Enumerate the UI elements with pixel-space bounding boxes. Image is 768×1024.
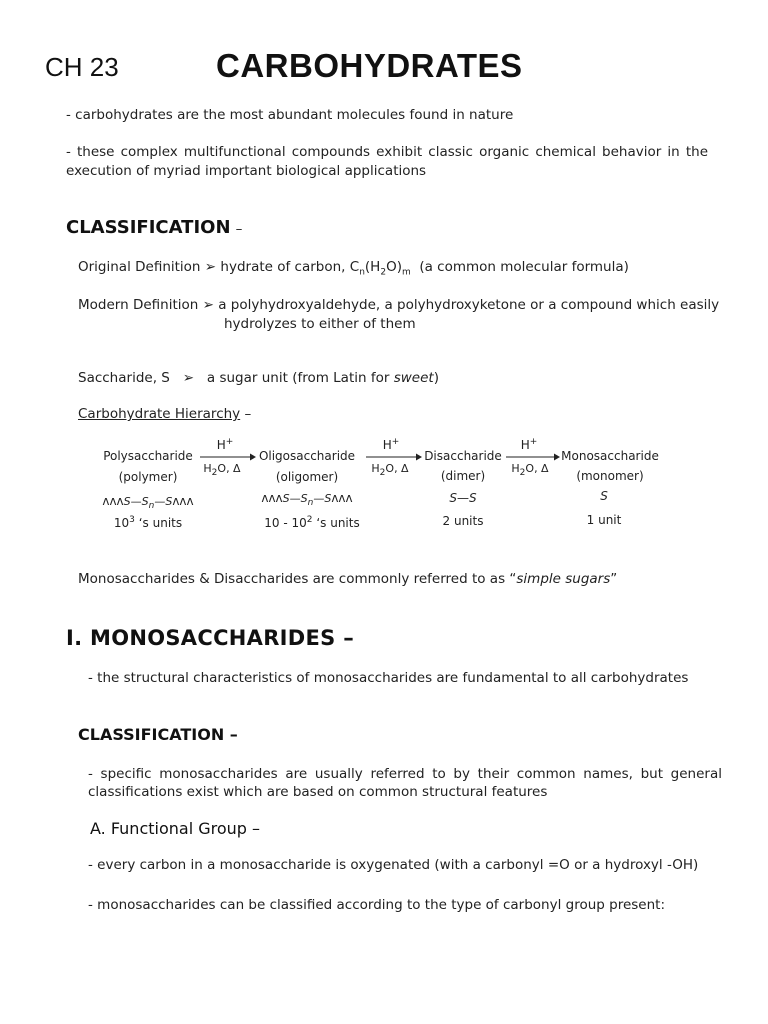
disaccharide-type: (dimer) <box>440 469 486 483</box>
reagent-acid-2: H+ <box>382 437 400 452</box>
reaction-arrow-3 <box>504 452 562 462</box>
disaccharide-name: Disaccharide <box>424 449 502 463</box>
monosaccharides-bullet-1: - the structural characteristics of monosaccharides are fundamental to all carbohydrates <box>88 670 689 686</box>
intro-bullet-2-text: - these complex multifunctional compounds exhibit classic organic chemical behavior in the execution of myriad important biological applications <box>66 144 708 179</box>
arrow-icon: ➢ <box>182 370 195 386</box>
reagent-acid-1: H+ <box>216 437 234 452</box>
saccharide-text: a sugar unit (from Latin for sweet) <box>206 370 439 386</box>
monosaccharides-bullet-4: - monosaccharides can be classified according to the type of carbonyl group present: <box>88 897 666 913</box>
reaction-arrow-2 <box>364 452 424 462</box>
functional-group-heading: A. Functional Group – <box>90 819 261 838</box>
monosaccharide-name: Monosaccharide <box>561 449 659 463</box>
modern-definition-text-1: a polyhydroxyaldehyde, a polyhydroxyketone or a compound which easily <box>218 297 720 313</box>
disaccharide-formula: S—S <box>449 491 477 505</box>
reagent-water-1: $H_2O$, Δ <box>203 462 241 479</box>
original-definition-text: hydrate of carbon, $C_n(H_2O)_m$ (a common molecular formula) <box>220 259 629 278</box>
hierarchy-label: Carbohydrate Hierarchy <box>78 406 241 422</box>
monosaccharides-bullet-2: - specific monosaccharides are usually referred to by their common names, but general classifications exist which are based on common structural features <box>88 766 722 800</box>
monosaccharides-bullet-3: - every carbon in a monosaccharide is oxygenated (with a carbonyl =O or a hydroxyl -OH) <box>88 857 699 873</box>
reagent-water-2: $H_2O$, Δ <box>371 462 409 479</box>
intro-bullet-1: - carbohydrates are the most abundant molecules found in nature <box>66 107 514 123</box>
simple-sugars-note: Monosaccharides & Disaccharides are commonly referred to as “simple sugars” <box>78 571 618 587</box>
polysaccharide-formula: $ʌʌʌS—S_n—Sʌʌʌ$ <box>102 494 194 512</box>
saccharide-label: Saccharide, S <box>78 370 170 386</box>
page-title: CARBOHYDRATES <box>216 47 523 84</box>
arrow-icon: ➢ <box>204 259 217 275</box>
classification-heading-text: CLASSIFICATION <box>66 217 231 238</box>
reagent-water-3: $H_2O$, Δ <box>511 462 549 479</box>
oligosaccharide-units: $10 - 10^2$ ‘s units <box>264 515 360 530</box>
chapter-number: CH 23 <box>45 52 119 82</box>
monosaccharide-formula: S <box>600 489 608 503</box>
monosaccharide-units: 1 unit <box>586 513 622 527</box>
modern-definition-label: Modern Definition <box>78 297 199 313</box>
reaction-arrow-1 <box>198 452 258 462</box>
arrow-icon: ➢ <box>202 297 214 313</box>
intro-bullet-2 <box>66 143 708 181</box>
reagent-acid-3: H+ <box>520 437 538 452</box>
classification-heading-dash: – <box>235 221 243 237</box>
hierarchy-dash: – <box>244 406 252 422</box>
oligosaccharide-type: (oligomer) <box>275 470 339 484</box>
polysaccharide-type: (polymer) <box>118 470 178 484</box>
mono-classification-heading: CLASSIFICATION – <box>78 725 238 744</box>
classification-heading <box>66 217 242 238</box>
modern-definition <box>78 297 719 313</box>
hierarchy-heading <box>78 406 251 422</box>
saccharide-definition <box>78 370 439 386</box>
original-definition-label: Original Definition <box>78 259 201 275</box>
oligosaccharide-formula: $ʌʌʌS—S_n—Sʌʌʌ$ <box>261 491 353 509</box>
modern-definition-text-2: hydrolyzes to either of them <box>224 316 416 332</box>
original-definition <box>78 259 629 278</box>
polysaccharide-name: Polysaccharide <box>103 449 193 463</box>
monosaccharide-type: (monomer) <box>576 469 644 483</box>
polysaccharide-units: $10^3$ ‘s units <box>113 515 183 530</box>
section-monosaccharides-heading: I. MONOSACCHARIDES – <box>66 626 355 650</box>
disaccharide-units: 2 units <box>442 514 484 528</box>
oligosaccharide-name: Oligosaccharide <box>258 449 356 463</box>
